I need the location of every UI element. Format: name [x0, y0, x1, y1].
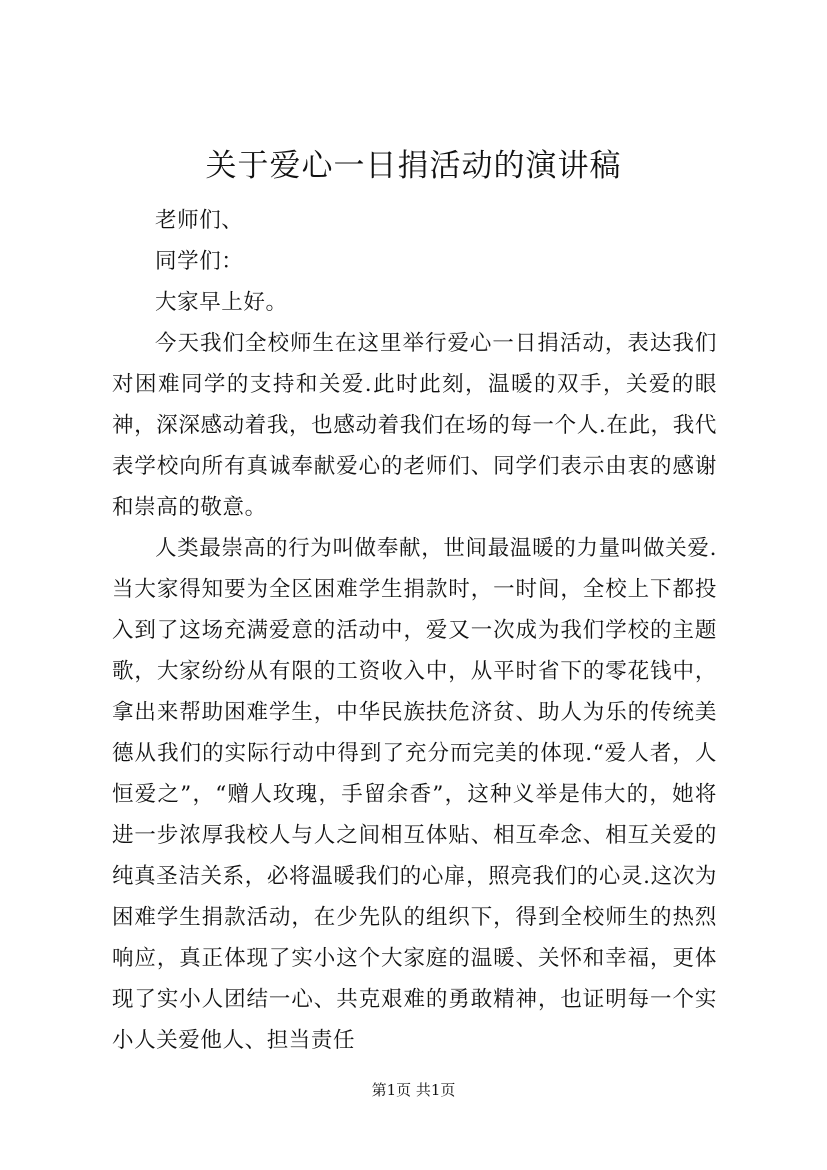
- salutation-teachers: 老师们、: [155, 208, 244, 233]
- paragraph-main: 人类最崇高的行为叫做奉献，世间最温暖的力量叫做关爱.当大家得知要为全区困难学生捐款时，一时间，全校上下都投入到了这场充满爱意的活动中，爱又一次成为我们学校的主题歌，大家纷纷从有限的工资收入中，从平时省下的零花钱中，拿出来帮助困难学生，中华民族扶危济贫、助人为乐的传统美德从我们的实际行动中得到了充分而完美的体现.“爱人者，人恒爱之”，“赠人玫瑰，手留余香”，这种义举是伟大的，她将进一步浓厚我校人与人之间相互体贴、相互牵念、相互关爱的纯真圣洁关系，必将温暖我们的心扉，照亮我们的心灵.这次为困难学生捐款活动，在少先队的组织下，得到全校师生的热烈响应，真正体现了实小这个大家庭的温暖、关怀和幸福，更体现了实小人团结一心、共克艰难的勇敢精神，也证明每一个实小人关爱他人、担当责任: [112, 536, 717, 1053]
- page-footer: 第1页 共1页: [371, 1081, 456, 1099]
- document-body: [112, 200, 717, 1061]
- paragraph-intro: 今天我们全校师生在这里举行爱心一日捐活动，表达我们对困难同学的支持和关爱.此时此刻，温暖的双手，关爱的眼神，深深感动着我，也感动着我们在场的每一个人.在此，我代表学校向所有真诚奉献爱心的老师们、同学们表示由衷的感谢和崇高的敬意。: [112, 331, 717, 520]
- salutation-students: 同学们：: [155, 249, 244, 274]
- greeting: 大家早上好。: [155, 290, 288, 315]
- document-title: 关于爱心一日捐活动的演讲稿: [205, 148, 622, 184]
